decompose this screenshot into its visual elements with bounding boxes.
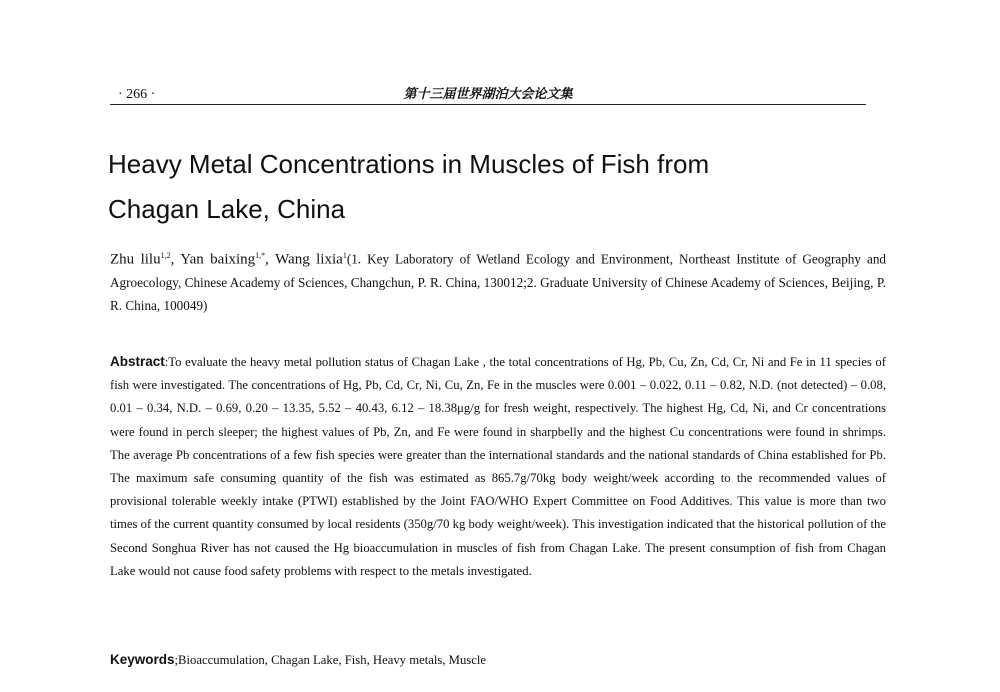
page-number: · 266 · bbox=[118, 87, 156, 102]
keywords-label: Keywords bbox=[110, 652, 175, 667]
affiliations: (1. Key Laboratory of Wetland Ecology and Environment, Northeast Institute of Geography and Agroecology, Chinese Academy of Sciences, Changchun, P. R. China, 130012;2. Graduate University of Chinese Academy of Sciences, Beijing, P. R. China, 100049) bbox=[110, 251, 887, 314]
running-header bbox=[110, 82, 866, 105]
paper-title bbox=[108, 142, 868, 232]
abstract-text: :To evaluate the heavy metal pollution status of Chagan Lake , the total concentrations of Hg, Pb, Cu, Zn, Cd, Cr, Ni and Fe in 11 species of fish were investigated. The concentrations of Hg, Pb, Cd, Cr, Ni, Cu, Zn, Fe in the muscles were 0.001 – 0.022, 0.11 – 0.82, N.D. (not detected) – 0.08, 0.01 – 0.34, N.D. – 0.69, 0.20 – 13.35, 5.52 – 40.43, 6.12 – 18.38μg/g for fresh weight, respectively. The highest Hg, Cd, Ni, and Cr concentrations were found in perch sleeper; the highest values of Pb, Zn, and Fe were found in sharpbelly and the highest Cu concentrations were found in shrimps. The average Pb concentrations of a few fish species were greater than the international standards and the national standards of China established for Pb. The maximum safe consuming quantity of the fish was estimated as 865.7g/70kg body weight/week according to the recommended values of provisional tolerable weekly intake (PTWI) established by the Joint FAO/WHO Expert Committee on Food Additives. This value is more than two times of the current quantity consumed by local residents (350g/70 kg body weight/week). This investigation indicated that the historical pollution of the Second Songhua River has not caused the Hg bioaccumulation in muscles of fish from Chagan Lake. The present consumption of fish from Chagan Lake would not cause food safety problems with respect to the metals investigated. bbox=[110, 355, 886, 578]
author-3-name: Wang lixia bbox=[275, 251, 343, 268]
abstract bbox=[110, 350, 886, 583]
running-title: 第十三届世界湖泊大会论文集 bbox=[403, 87, 573, 102]
title-line-1: Heavy Metal Concentrations in Muscles of Fish from bbox=[108, 149, 710, 179]
author-1-affil: 1,2 bbox=[160, 251, 171, 260]
author-3-affil: 1 bbox=[342, 251, 347, 260]
authors-block: Zhu lilu$^{1,2}$, Yan baixing$^{1,*}$, Wang lixia$^1$(1. Key Laboratory of Wetland Ecology and Environment, Northeast Institute of Geography and Agroecology, Chinese Academy of Sciences, Changchun, P. R. China, 130012;2. Graduate University of Chinese Academy of Sciences, Beijing, P. R. China, 100049) bbox=[110, 251, 887, 314]
abstract-label: Abstract bbox=[110, 354, 165, 369]
keywords-text: ;Bioaccumulation, Chagan Lake, Fish, Heavy metals, Muscle bbox=[174, 653, 487, 667]
author-1-name: Zhu lilu bbox=[110, 251, 161, 268]
keywords bbox=[110, 648, 886, 672]
author-2-name: Yan baixing bbox=[180, 251, 256, 268]
author-2-affil: 1,* bbox=[255, 251, 266, 260]
title-line-2: Chagan Lake, China bbox=[108, 194, 346, 224]
